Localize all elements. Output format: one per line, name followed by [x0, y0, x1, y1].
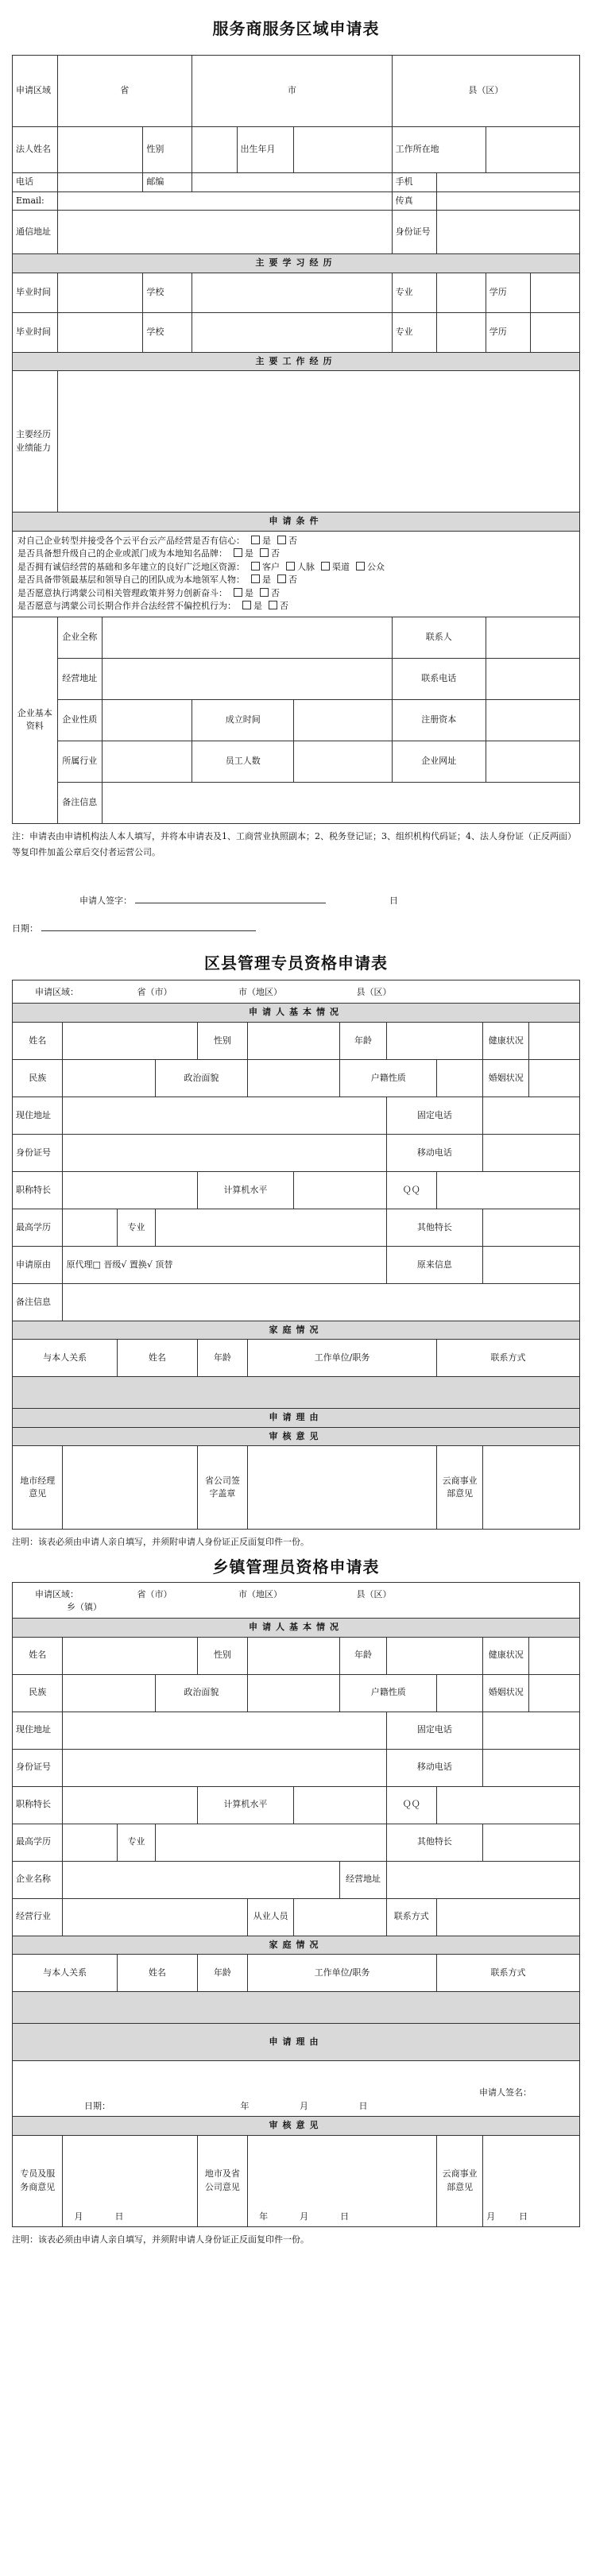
health-label: 健康状况	[483, 1637, 529, 1674]
industry-field[interactable]	[103, 741, 192, 782]
website-label: 企业网址	[392, 741, 486, 782]
checkbox[interactable]	[277, 574, 286, 583]
original-info-label: 原来信息	[386, 1246, 483, 1283]
education-label: 最高学历	[13, 1824, 63, 1861]
company-type-label: 企业性质	[57, 699, 103, 741]
computer-label: 计算机水平	[197, 1171, 294, 1209]
major-label: 专业	[392, 273, 437, 312]
company-name-field[interactable]	[103, 617, 393, 658]
form2-review-section: 审核意见	[13, 1427, 580, 1446]
condition-3: 是否具备带领最基层和领导自己的团队成为本地领军人物： 是 否	[17, 574, 297, 585]
review-b-field[interactable]: 年 月 日	[248, 2135, 437, 2226]
conditions-block	[13, 531, 580, 617]
other-skill-label: 其他特长	[386, 1824, 483, 1861]
fam-work-label: 工作单位/职务	[248, 1340, 437, 1377]
company-name-label: 企业全称	[57, 617, 103, 658]
id-field[interactable]	[63, 1134, 386, 1171]
id-field[interactable]	[63, 1749, 386, 1786]
degree-label: 学历	[486, 273, 531, 312]
phone-label: 电话	[13, 173, 58, 192]
mobile-label: 移动电话	[386, 1134, 483, 1171]
industry-field[interactable]	[63, 1898, 248, 1936]
date-field[interactable]	[41, 921, 256, 931]
gender-field[interactable]	[192, 127, 238, 173]
contact-label: 联系方式	[386, 1898, 436, 1936]
grad-time-label: 毕业时间	[13, 273, 58, 312]
review-a-field[interactable]: 月 日	[63, 2135, 197, 2226]
sign-row[interactable]: 申请人签名： 日期： 年 月 日	[13, 2061, 580, 2117]
gender-label: 性别	[197, 1637, 247, 1674]
checkbox[interactable]	[286, 562, 295, 571]
ethnicity-field[interactable]	[63, 1059, 155, 1097]
name-label: 姓名	[13, 1637, 63, 1674]
region-label: 申请区域	[13, 56, 58, 127]
work-label: 主要经历业绩能力	[13, 371, 58, 512]
condition-4: 是否愿意执行鸿蒙公司相关管理政策并努力创新奋斗： 是 否	[17, 587, 280, 598]
school-field[interactable]	[192, 273, 393, 312]
checkbox[interactable]	[260, 588, 269, 597]
work-location-label: 工作所在地	[392, 127, 486, 173]
form3-table	[12, 1618, 580, 2227]
biz-address-label: 经营地址	[57, 658, 103, 699]
form1-note: 注：申请表由申请机构法人本人填写，并将本申请表及1、工商营业执照副本；2、税务登记证；3、组织机构代码证；4、法人身份证（正反两面）等复印件加盖公章后交付者运营公司。	[12, 830, 576, 858]
mobile-field[interactable]	[483, 1134, 580, 1171]
id-label: 身份证号	[13, 1749, 63, 1786]
other-skill-field[interactable]	[483, 1824, 580, 1861]
school-label: 学校	[143, 312, 192, 352]
id-label: 身份证号	[392, 211, 437, 254]
contact-label: 联系人	[392, 617, 486, 658]
name-field[interactable]	[63, 1637, 197, 1674]
form2-family-section: 家庭情况	[13, 1321, 580, 1340]
name-field[interactable]	[63, 1022, 197, 1059]
condition-2: 是否拥有诚信经营的基础和多年建立的良好广泛地区资源： 客户 人脉 渠道 公众	[17, 561, 385, 572]
education-field[interactable]	[63, 1209, 118, 1246]
major-label: 专业	[392, 312, 437, 352]
founded-label: 成立时间	[192, 699, 294, 741]
landline-field[interactable]	[483, 1097, 580, 1134]
company-type-field[interactable]	[103, 699, 192, 741]
id-field[interactable]	[437, 211, 580, 254]
checkbox[interactable]	[234, 548, 242, 557]
form2-reason-section: 申请理由	[13, 1409, 580, 1428]
form2-note: 注明：该表必须由申请人亲自填写，并须附申请人身份证正反面复印件一份。	[12, 1537, 309, 1548]
contact-field[interactable]	[486, 617, 579, 658]
form2-basic-section: 申请人基本情况	[13, 1004, 580, 1023]
contact-field[interactable]	[437, 1898, 580, 1936]
title-skill-label: 职称特长	[13, 1786, 63, 1824]
legal-person-label: 法人姓名	[13, 127, 58, 173]
education-label: 最高学历	[13, 1209, 63, 1246]
study-section: 主要学习经历	[13, 254, 580, 273]
company-name-field[interactable]	[63, 1861, 340, 1898]
political-label: 政治面貌	[155, 1059, 247, 1097]
industry-label: 经营行业	[13, 1898, 63, 1936]
hukou-label: 户籍性质	[340, 1059, 437, 1097]
county-label: 县（区）	[392, 56, 579, 127]
industry-label: 所属行业	[57, 741, 103, 782]
review-province-field[interactable]	[248, 1446, 437, 1530]
fam-age-label: 年龄	[197, 1340, 247, 1377]
degree-label: 学历	[486, 312, 531, 352]
checkbox[interactable]	[234, 588, 242, 597]
legal-person-field[interactable]	[57, 127, 143, 173]
form3-family-section: 家庭情况	[13, 1936, 580, 1955]
phone-field[interactable]	[57, 173, 143, 192]
political-label: 政治面貌	[155, 1674, 247, 1712]
health-field[interactable]	[529, 1022, 580, 1059]
signature-field[interactable]	[135, 893, 326, 903]
health-field[interactable]	[529, 1637, 580, 1674]
computer-field[interactable]	[294, 1786, 386, 1824]
company-name-label: 企业名称	[13, 1861, 63, 1898]
marriage-field[interactable]	[529, 1674, 580, 1712]
city-label: 市	[192, 56, 393, 127]
school-field[interactable]	[192, 312, 393, 352]
mobile-field[interactable]	[483, 1749, 580, 1786]
review-yun-field[interactable]	[483, 1446, 580, 1530]
original-info-field[interactable]	[483, 1246, 580, 1283]
fam-age-label: 年龄	[197, 1955, 247, 1992]
age-field[interactable]	[386, 1637, 483, 1674]
capital-label: 注册资本	[392, 699, 486, 741]
age-field[interactable]	[386, 1022, 483, 1059]
qq-field[interactable]	[437, 1171, 580, 1209]
age-label: 年龄	[340, 1637, 386, 1674]
hukou-label: 户籍性质	[340, 1674, 437, 1712]
marriage-field[interactable]	[529, 1059, 580, 1097]
marriage-label: 婚姻状况	[483, 1674, 529, 1712]
document-page	[0, 16, 592, 2249]
health-label: 健康状况	[483, 1022, 529, 1059]
review-county-label: 地市经理意见	[13, 1446, 63, 1530]
current-address-label: 现住地址	[13, 1712, 63, 1749]
checkbox[interactable]	[251, 536, 260, 544]
other-skill-field[interactable]	[483, 1209, 580, 1246]
political-field[interactable]	[248, 1674, 340, 1712]
mobile-field[interactable]	[437, 173, 580, 192]
landline-label: 固定电话	[386, 1712, 483, 1749]
staff-field[interactable]	[294, 741, 392, 782]
reason-label: 申请原由	[13, 1246, 63, 1283]
checkbox[interactable]	[356, 562, 365, 571]
education-field[interactable]	[63, 1824, 118, 1861]
biz-address-label: 经营地址	[340, 1861, 386, 1898]
remarks-label: 备注信息	[13, 1283, 63, 1321]
degree-field[interactable]	[531, 312, 580, 352]
reason-options[interactable]: 原代理□ 晋级√ 置换√ 顶替	[63, 1246, 386, 1283]
checkbox[interactable]	[251, 562, 260, 571]
fax-field[interactable]	[437, 191, 580, 211]
id-label: 身份证号	[13, 1134, 63, 1171]
remarks-field[interactable]	[103, 782, 580, 823]
address-label: 通信地址	[13, 211, 58, 254]
ethnicity-label: 民族	[13, 1059, 63, 1097]
landline-field[interactable]	[483, 1712, 580, 1749]
major-field[interactable]	[437, 273, 486, 312]
title-skill-field[interactable]	[63, 1786, 197, 1824]
hukou-field[interactable]	[437, 1674, 483, 1712]
biz-address-field[interactable]	[103, 658, 393, 699]
other-skill-label: 其他特长	[386, 1209, 483, 1246]
company-section-label: 企业基本资料	[13, 617, 58, 823]
birth-label: 出生年月	[237, 127, 294, 173]
gender-field[interactable]	[248, 1022, 340, 1059]
major-field[interactable]	[155, 1824, 386, 1861]
founded-field[interactable]	[294, 699, 392, 741]
form2-table	[12, 1003, 580, 1530]
contact-phone-field[interactable]	[486, 658, 579, 699]
condition-0: 对自己企业转型并接受各个云平台云产品经营是否有信心： 是 否	[17, 535, 297, 546]
province-label: 省	[57, 56, 192, 127]
postcode-field[interactable]	[192, 173, 393, 192]
degree-field[interactable]	[531, 273, 580, 312]
cond-section: 申请条件	[13, 512, 580, 532]
work-section: 主要工作经历	[13, 352, 580, 371]
major-label: 专业	[118, 1824, 156, 1861]
qq-field[interactable]	[437, 1786, 580, 1824]
name-label: 姓名	[13, 1022, 63, 1059]
gender-label: 性别	[143, 127, 192, 173]
form3-basic-section: 申请人基本情况	[13, 1619, 580, 1638]
computer-label: 计算机水平	[197, 1786, 294, 1824]
grad-time-field[interactable]	[57, 312, 143, 352]
form2-title: 区县管理专员资格申请表	[204, 953, 388, 973]
review-county-field[interactable]	[63, 1446, 197, 1530]
school-label: 学校	[143, 273, 192, 312]
form3-region: 申请区域： 省（市） 市（地区） 县（区） 乡（镇）	[12, 1582, 580, 1618]
fam-work-label: 工作单位/职务	[248, 1955, 437, 1992]
form3-reason-section: 申请理由	[13, 2024, 580, 2061]
remarks-label: 备注信息	[57, 782, 103, 823]
fax-label: 传真	[392, 191, 437, 211]
employees-label: 从业人员	[248, 1898, 294, 1936]
email-label: Email:	[13, 191, 58, 211]
postcode-label: 邮编	[143, 173, 192, 192]
review-yun-label: 云商事业部意见	[437, 1446, 483, 1530]
checkbox[interactable]	[242, 601, 251, 609]
mobile-label: 移动电话	[386, 1749, 483, 1786]
work-field[interactable]	[57, 371, 580, 512]
form3-title: 乡镇管理员资格申请表	[212, 1557, 380, 1577]
email-field[interactable]	[57, 191, 392, 211]
form1-title: 服务商服务区域申请表	[212, 19, 380, 38]
current-address-field[interactable]	[63, 1097, 386, 1134]
checkbox[interactable]	[269, 601, 277, 609]
fam-contact-label: 联系方式	[437, 1955, 580, 1992]
computer-field[interactable]	[294, 1171, 386, 1209]
condition-5: 是否愿意与鸿蒙公司长期合作并合法经营不偏控机行为： 是 否	[17, 601, 288, 611]
review-province-label: 省公司签字盖章	[197, 1446, 247, 1530]
form1-table	[12, 55, 580, 824]
ethnicity-field[interactable]	[63, 1674, 155, 1712]
fam-name-label: 姓名	[118, 1955, 197, 1992]
work-location-field[interactable]	[486, 127, 579, 173]
title-skill-label: 职称特长	[13, 1171, 63, 1209]
relation-label: 与本人关系	[13, 1955, 118, 1992]
gender-label: 性别	[197, 1022, 247, 1059]
checkbox[interactable]	[260, 548, 269, 557]
family-row[interactable]	[13, 1992, 580, 2024]
checkbox[interactable]	[251, 574, 260, 583]
marriage-label: 婚姻状况	[483, 1059, 529, 1097]
employees-field[interactable]	[294, 1898, 386, 1936]
grad-time-label: 毕业时间	[13, 312, 58, 352]
capital-field[interactable]	[486, 699, 579, 741]
website-field[interactable]	[486, 741, 579, 782]
birth-field[interactable]	[294, 127, 392, 173]
current-address-label: 现住地址	[13, 1097, 63, 1134]
form3-review-section: 审核意见	[13, 2117, 580, 2136]
qq-label: ＱＱ	[386, 1171, 436, 1209]
review-a-label: 专员及服务商意见	[13, 2135, 63, 2226]
political-field[interactable]	[248, 1059, 340, 1097]
contact-phone-label: 联系电话	[392, 658, 486, 699]
date-line: 日期：	[12, 921, 580, 934]
fam-contact-label: 联系方式	[437, 1340, 580, 1377]
address-field[interactable]	[57, 211, 392, 254]
review-b-label: 地市及省公司意见	[197, 2135, 247, 2226]
title-skill-field[interactable]	[63, 1171, 197, 1209]
checkbox[interactable]	[277, 536, 286, 544]
family-row[interactable]	[13, 1377, 580, 1409]
relation-label: 与本人关系	[13, 1340, 118, 1377]
age-label: 年龄	[340, 1022, 386, 1059]
hukou-field[interactable]	[437, 1059, 483, 1097]
signature-line: 申请人签字： 日	[12, 893, 580, 907]
review-c-label: 云商事业部意见	[437, 2135, 483, 2226]
current-address-field[interactable]	[63, 1712, 386, 1749]
major-field[interactable]	[155, 1209, 386, 1246]
qq-label: ＱＱ	[386, 1786, 436, 1824]
remarks-field[interactable]	[63, 1283, 580, 1321]
landline-label: 固定电话	[386, 1097, 483, 1134]
gender-field[interactable]	[248, 1637, 340, 1674]
major-label: 专业	[118, 1209, 156, 1246]
ethnicity-label: 民族	[13, 1674, 63, 1712]
form3-note: 注明：该表必须由申请人亲自填写，并须附申请人身份证正反面复印件一份。	[12, 2234, 309, 2245]
mobile-label: 手机	[392, 173, 437, 192]
checkbox[interactable]	[321, 562, 330, 571]
condition-1: 是否具备想升级自己的企业或派门成为本地知名品牌： 是 否	[17, 548, 280, 559]
biz-address-field[interactable]	[386, 1861, 579, 1898]
review-c-field[interactable]: 月 日	[483, 2135, 580, 2226]
staff-label: 员工人数	[192, 741, 294, 782]
major-field[interactable]	[437, 312, 486, 352]
fam-name-label: 姓名	[118, 1340, 197, 1377]
form2-region: 申请区域： 省（市） 市（地区） 县（区）	[12, 980, 580, 1003]
grad-time-field[interactable]	[57, 273, 143, 312]
